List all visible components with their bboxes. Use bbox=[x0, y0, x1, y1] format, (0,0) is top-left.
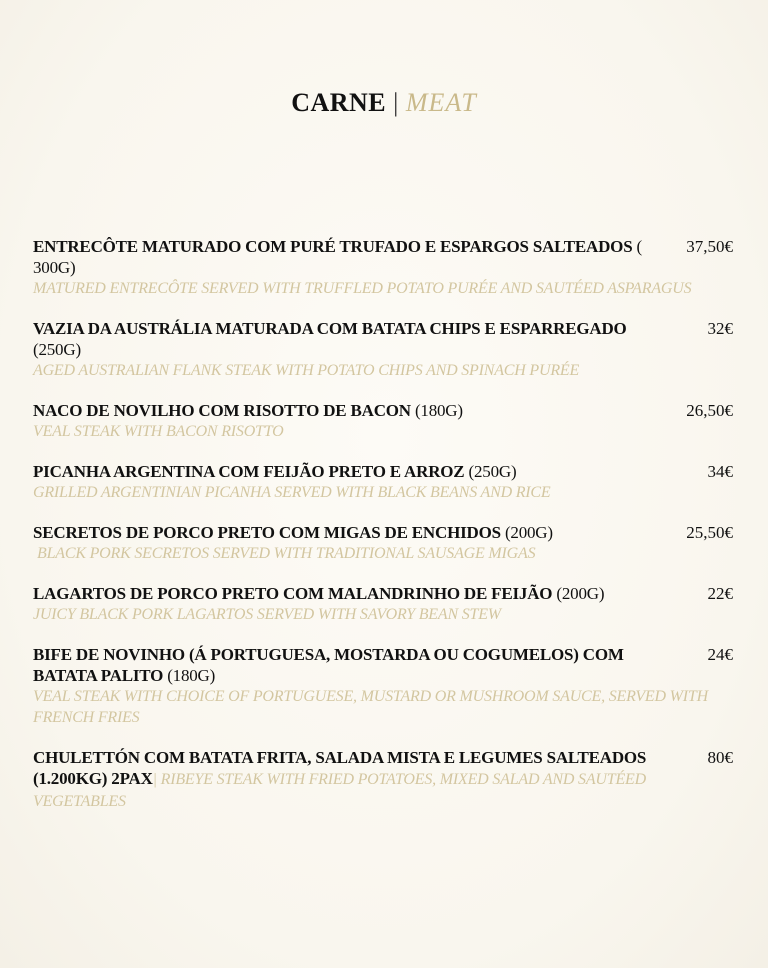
item-price: 34€ bbox=[707, 462, 733, 481]
title-separator: | bbox=[393, 88, 399, 117]
menu-item bbox=[33, 747, 735, 812]
item-name-text: LAGARTOS DE PORCO PRETO COM MALANDRINHO DE FEIJÃO bbox=[33, 584, 553, 603]
menu-item bbox=[33, 400, 735, 442]
item-description: BLACK PORK SECRETOS SERVED WITH TRADITIONAL SAUSAGE MIGAS bbox=[37, 545, 536, 562]
item-price: 22€ bbox=[707, 584, 733, 603]
item-price: 32€ bbox=[707, 319, 733, 338]
menu-item bbox=[33, 583, 735, 625]
item-quantity: (200G) bbox=[504, 523, 553, 542]
item-name bbox=[33, 318, 663, 360]
item-quantity: (180G) bbox=[167, 666, 216, 685]
item-quantity: ( 300G) bbox=[33, 237, 642, 277]
item-name bbox=[33, 644, 663, 686]
item-name bbox=[33, 400, 663, 421]
item-description: JUICY BLACK PORK LAGARTOS SERVED WITH SAVORY BEAN STEW bbox=[33, 606, 501, 623]
menu-item bbox=[33, 236, 735, 299]
item-price: 24€ bbox=[707, 645, 733, 664]
menu-item bbox=[33, 644, 735, 728]
item-name-text: BIFE DE NOVINHO (Á PORTUGUESA, MOSTARDA OU COGUMELOS) COM BATATA PALITO bbox=[33, 645, 624, 685]
title-portuguese: CARNE bbox=[291, 88, 387, 117]
menu-item bbox=[33, 461, 735, 503]
item-quantity: (200G) bbox=[556, 584, 605, 603]
item-description: | RIBEYE STEAK WITH FRIED POTATOES, MIXED SALAD AND SAUTÉED VEGETABLES bbox=[33, 771, 646, 810]
item-name bbox=[33, 461, 663, 482]
item-name-text: SECRETOS DE PORCO PRETO COM MIGAS DE ENCHIDOS bbox=[33, 523, 501, 542]
item-description: MATURED ENTRECÔTE SERVED WITH TRUFFLED POTATO PURÉE AND SAUTÉED ASPARAGUS bbox=[33, 280, 692, 297]
menu-item bbox=[33, 318, 735, 381]
item-description: AGED AUSTRALIAN FLANK STEAK WITH POTATO CHIPS AND SPINACH PURÉE bbox=[33, 362, 580, 379]
item-price: 26,50€ bbox=[686, 401, 733, 420]
item-description: GRILLED ARGENTINIAN PICANHA SERVED WITH BLACK BEANS AND RICE bbox=[33, 484, 551, 501]
item-quantity: (250G) bbox=[468, 462, 517, 481]
item-name-text: CHULETTÓN COM BATATA FRITA, SALADA MISTA E LEGUMES SALTEADOS (1.200KG) 2PAX bbox=[33, 748, 647, 788]
item-price: 25,50€ bbox=[686, 523, 733, 542]
item-price: 37,50€ bbox=[686, 237, 733, 256]
item-name bbox=[33, 236, 663, 278]
item-quantity: (180G) bbox=[414, 401, 463, 420]
item-name bbox=[33, 747, 663, 812]
item-name-text: NACO DE NOVILHO COM RISOTTO DE BACON bbox=[33, 401, 411, 420]
item-price: 80€ bbox=[707, 748, 733, 767]
menu-items-list bbox=[33, 236, 735, 831]
title-english: MEAT bbox=[405, 88, 477, 117]
menu-item bbox=[33, 522, 735, 564]
page-title bbox=[0, 88, 768, 118]
item-name-text: PICANHA ARGENTINA COM FEIJÃO PRETO E ARROZ bbox=[33, 462, 465, 481]
item-name-text: ENTRECÔTE MATURADO COM PURÉ TRUFADO E ESPARGOS SALTEADOS bbox=[33, 237, 633, 256]
item-name bbox=[33, 583, 663, 604]
item-name bbox=[33, 522, 663, 543]
item-description: VEAL STEAK WITH BACON RISOTTO bbox=[33, 423, 284, 440]
item-quantity: (250G) bbox=[33, 340, 81, 359]
item-name-text: VAZIA DA AUSTRÁLIA MATURADA COM BATATA CHIPS E ESPARREGADO bbox=[33, 319, 627, 338]
item-description: VEAL STEAK WITH CHOICE OF PORTUGUESE, MUSTARD OR MUSHROOM SAUCE, SERVED WITH FRENCH FRIES bbox=[33, 688, 708, 726]
